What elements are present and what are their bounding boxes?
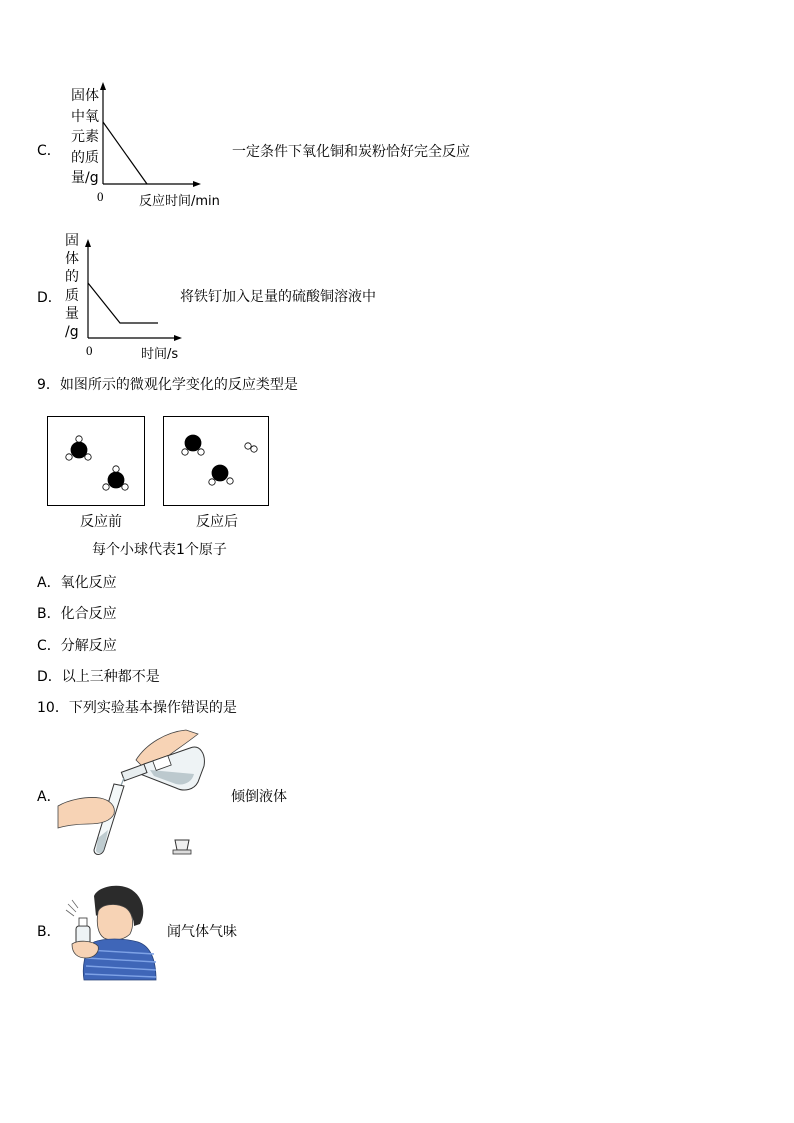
q9-option-d[interactable]: D．以上三种都不是	[37, 669, 160, 685]
molecule	[245, 443, 257, 452]
q9-before-molecules	[48, 417, 144, 505]
ylabel-line: 固	[65, 233, 79, 249]
smelling-gas-illustration	[64, 884, 158, 982]
molecule	[182, 435, 204, 455]
molecule	[103, 466, 128, 490]
q9-stem: 9．如图所示的微观化学变化的反应类型是	[37, 377, 298, 393]
option-d-xlabel: 时间/s	[141, 347, 179, 362]
x-axis-arrow	[174, 335, 182, 341]
q9-after-molecules	[164, 417, 268, 505]
q9-option-c[interactable]: C．分解反应	[37, 638, 117, 654]
q9-before-box	[47, 416, 145, 506]
option-c-desc: 一定条件下氧化铜和炭粉恰好完全反应	[232, 144, 470, 160]
y-axis-arrow	[85, 239, 91, 247]
option-d-origin: 0	[86, 343, 93, 358]
molecule	[66, 436, 91, 460]
option-d-desc: 将铁钉加入足量的硫酸铜溶液中	[180, 289, 376, 305]
ylabel-line: 的	[65, 269, 79, 286]
face	[97, 905, 132, 941]
ylabel-line: 质	[65, 287, 79, 304]
option-c-letter: C．	[37, 143, 61, 159]
bottle-stopper	[173, 840, 191, 854]
waft-lines	[66, 900, 78, 916]
q9-after-label: 反应后	[196, 514, 238, 530]
curve	[103, 122, 147, 184]
ylabel-line: 元素	[71, 129, 99, 145]
option-d-axes	[80, 236, 190, 346]
q10-option-a-desc: 倾倒液体	[231, 789, 287, 805]
option-c-xlabel: 反应时间/min	[139, 194, 220, 209]
q9-note: 每个小球代表1个原子	[92, 542, 227, 558]
q10-option-a-letter[interactable]: A．	[37, 789, 61, 805]
q10-stem: 10．下列实验基本操作错误的是	[37, 700, 237, 716]
ylabel-line: 量	[65, 305, 79, 322]
q9-option-a[interactable]: A．氧化反应	[37, 575, 117, 591]
x-axis-arrow	[193, 181, 201, 187]
option-d-ylabel	[65, 232, 79, 341]
pouring-liquid-illustration	[58, 726, 218, 860]
molecule	[209, 465, 233, 485]
option-d-letter: D．	[37, 290, 62, 306]
option-c-origin: 0	[97, 189, 104, 204]
q10-option-b-desc: 闻气体气味	[167, 924, 237, 940]
q9-after-box	[163, 416, 269, 506]
ylabel-line: 固体	[71, 88, 99, 104]
ylabel-line: 中氧	[71, 108, 99, 125]
ylabel-line: 量/g	[71, 170, 99, 186]
q9-option-b[interactable]: B．化合反应	[37, 606, 117, 622]
hands	[72, 941, 98, 958]
ylabel-line: /g	[65, 324, 79, 341]
curve	[88, 283, 158, 323]
q10-option-b-letter[interactable]: B．	[37, 924, 61, 940]
q9-before-label: 反应前	[80, 514, 122, 530]
ylabel-line: 体	[65, 251, 79, 268]
ylabel-line: 的质	[71, 149, 99, 166]
y-axis-arrow	[100, 82, 106, 90]
option-c-axes	[95, 80, 205, 190]
